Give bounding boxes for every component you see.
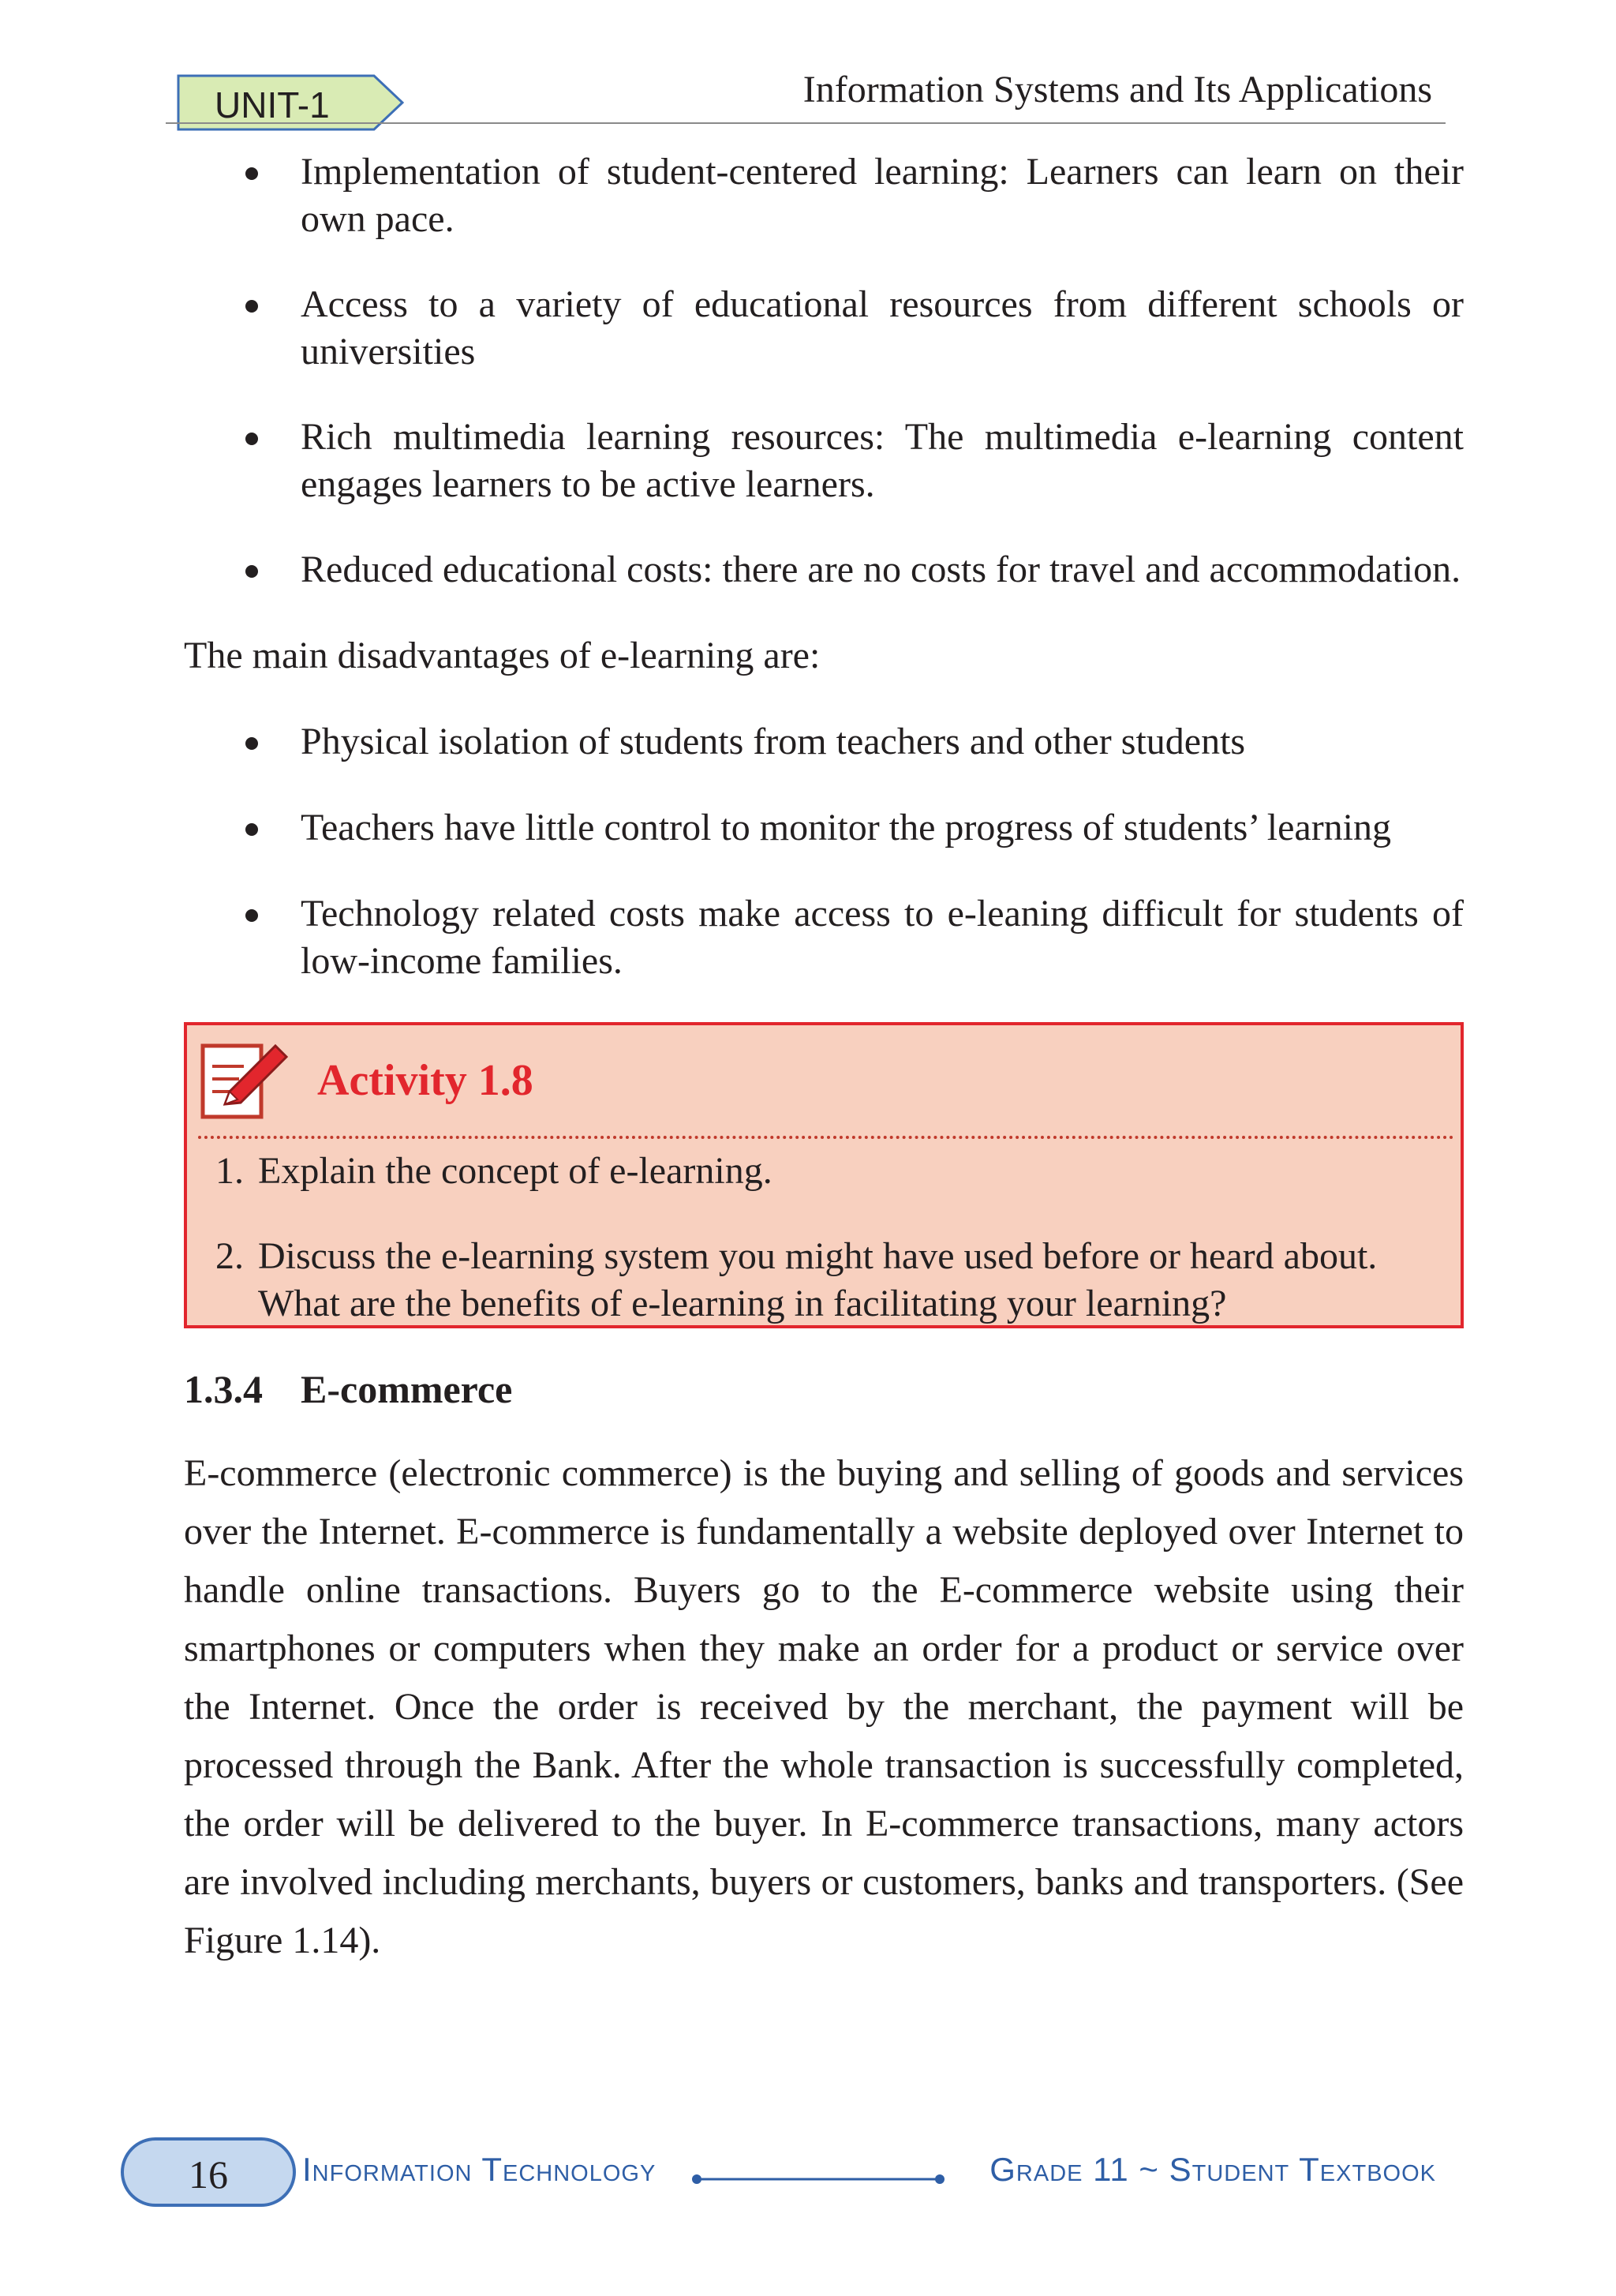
disadvantage-item: Technology related costs make access to e-leaning difficult for students of low-income families.: [301, 890, 1464, 985]
activity-item: [215, 1148, 1410, 1195]
activity-item: [215, 1233, 1410, 1328]
header-divider: [166, 122, 1446, 124]
activity-item-text: Discuss the e-learning system you might have used before or heard about. What are the benefits of e-learning in facilitating your learning?: [258, 1235, 1378, 1324]
advantage-item: Rich multimedia learning resources: The multimedia e-learning content engages learners to be active learners.: [301, 414, 1464, 508]
footer-subject: Information Technology: [302, 2151, 656, 2188]
activity-item-number: 1.: [215, 1150, 244, 1192]
disadvantage-item: Physical isolation of students from teachers and other students: [301, 718, 1464, 766]
header-title: Information Systems and Its Applications: [802, 69, 1432, 110]
footer-connector: [692, 2174, 945, 2185]
section-number: 1.3.4: [184, 1367, 263, 1411]
advantage-item: Reduced educational costs: there are no costs for travel and accommodation.: [301, 546, 1464, 594]
pencil-on-paper-icon: [198, 1035, 293, 1122]
page-number: 16: [189, 2152, 228, 2197]
advantage-item: Access to a variety of educational resources from different schools or universities: [301, 281, 1464, 376]
activity-item-number: 2.: [215, 1235, 244, 1277]
activity-divider: [198, 1136, 1454, 1139]
advantage-item: Implementation of student-centered learning: Learners can learn on their own pace.: [301, 148, 1464, 243]
section-heading: [184, 1369, 512, 1409]
unit-label: UNIT-1: [215, 84, 330, 125]
page-number-badge: [121, 2137, 296, 2207]
activity-item-text: Explain the concept of e-learning.: [258, 1150, 772, 1192]
activity-box: [184, 1022, 1464, 1328]
footer-grade: Grade 11 ~ Student Textbook: [989, 2151, 1436, 2188]
disadvantage-item: Teachers have little control to monitor the progress of students’ learning: [301, 804, 1464, 852]
activity-title: Activity 1.8: [317, 1056, 533, 1105]
ecommerce-paragraph: E-commerce (electronic commerce) is the buying and selling of goods and services over the Internet. E-commerce is fundamentally a website deployed over Internet to handle online transactions. Buyers go to the E-commerce website using their smartphones or computers when they make an order for a product or service over the Internet. Once the order is received by the merchant, the payment will be processed through the Bank. After the whole transaction is successfully completed, the order will be delivered to the buyer. In E-commerce transactions, many actors are involved including merchants, buyers or customers, banks and transporters. (See Figure 1.14).: [184, 1452, 1464, 1961]
disadvantages-intro: The main disadvantages of e-learning are:: [184, 635, 821, 676]
section-title: E-commerce: [301, 1367, 513, 1411]
